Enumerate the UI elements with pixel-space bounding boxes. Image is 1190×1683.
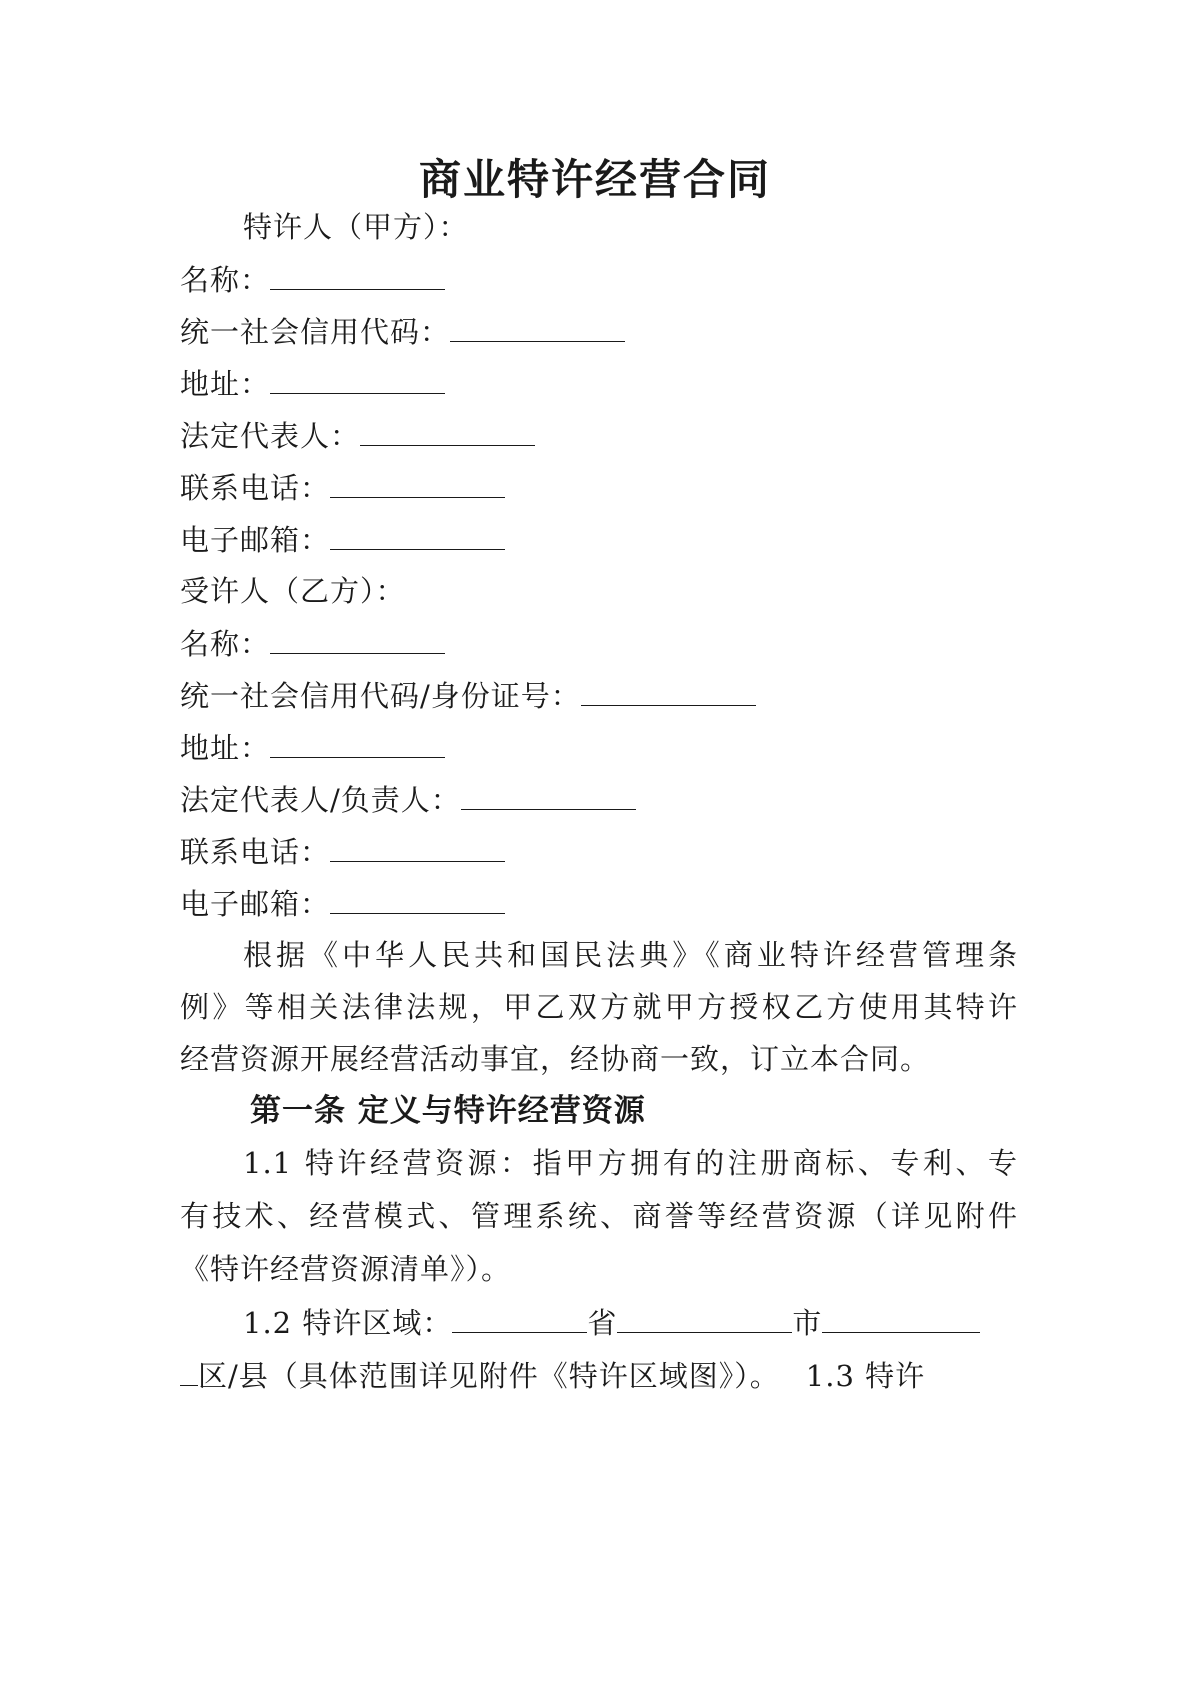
party-b-phone-blank [330, 831, 505, 862]
province-blank [452, 1302, 587, 1333]
party-b-address-blank [270, 727, 445, 758]
party-a-legal-rep-row [180, 415, 535, 456]
document-title: 商业特许经营合同 [418, 155, 771, 204]
clause-1-2-line-1 [243, 1302, 980, 1343]
party-a-phone-row [180, 467, 505, 508]
party-a-name-blank [270, 259, 445, 290]
party-a-credit-row [180, 311, 625, 352]
party-b-address-label: 地址： [180, 731, 271, 765]
district-label: 区/县（具体范围详见附件《特许区域图》）。 [198, 1359, 780, 1393]
clause-1-1-line-1: 1.1 特许经营资源：指甲方拥有的注册商标、专利、专 [243, 1146, 1018, 1180]
party-a-heading: 特许人（甲方）： [243, 210, 469, 244]
party-a-email-blank [330, 519, 505, 550]
party-b-legal-rep-row [180, 779, 636, 820]
preamble-line-1: 根据《中华人民共和国民法典》《商业特许经营管理条 [243, 938, 1018, 972]
party-b-legal-rep-blank [461, 779, 636, 810]
clause-1-2-line-2 [180, 1355, 925, 1396]
clause-1-1-line-3: 《特许经营资源清单》）。 [180, 1252, 512, 1286]
party-b-heading: 受许人（乙方）： [180, 574, 406, 608]
party-b-credit-row [180, 675, 756, 716]
party-a-credit-blank [450, 311, 625, 342]
article-1-heading: 第一条 定义与特许经营资源 [250, 1093, 646, 1129]
clause-1-3-start: 1.3 特许 [805, 1359, 926, 1393]
party-b-legal-rep-label: 法定代表人/负责人： [180, 783, 461, 817]
party-b-address-row [180, 727, 445, 768]
preamble-line-3: 经营资源开展经营活动事宜，经协商一致，订立本合同。 [180, 1042, 931, 1076]
party-b-phone-label: 联系电话： [180, 835, 331, 869]
party-b-email-blank [330, 883, 505, 914]
province-label: 省 [587, 1306, 618, 1340]
district-blank [822, 1302, 980, 1333]
party-b-name-label: 名称： [180, 627, 271, 661]
party-a-address-blank [270, 363, 445, 394]
party-b-credit-blank [581, 675, 756, 706]
clause-1-1-line-2: 有技术、经营模式、管理系统、商誉等经营资源（详见附件 [180, 1199, 1018, 1233]
party-b-email-row [180, 883, 505, 924]
party-a-address-row [180, 363, 445, 404]
party-a-phone-blank [330, 467, 505, 498]
party-a-phone-label: 联系电话： [180, 471, 331, 505]
party-b-name-blank [270, 623, 445, 654]
party-a-name-label: 名称： [180, 263, 271, 297]
party-a-email-label: 电子邮箱： [180, 523, 331, 557]
preamble-line-2: 例》等相关法律法规，甲乙双方就甲方授权乙方使用其特许 [180, 990, 1018, 1024]
party-a-email-row [180, 519, 505, 560]
party-b-email-label: 电子邮箱： [180, 887, 331, 921]
clause-1-2-prefix: 1.2 特许区域： [243, 1306, 453, 1340]
party-b-phone-row [180, 831, 505, 872]
party-a-legal-rep-label: 法定代表人： [180, 419, 361, 453]
party-a-address-label: 地址： [180, 367, 271, 401]
party-b-credit-label: 统一社会信用代码/身份证号： [180, 679, 581, 713]
district-blank-continued [180, 1355, 198, 1386]
city-blank [617, 1302, 792, 1333]
party-a-legal-rep-blank [360, 415, 535, 446]
party-b-name-row [180, 623, 445, 664]
party-a-name-row [180, 259, 445, 300]
city-label: 市 [792, 1306, 823, 1340]
party-a-credit-label: 统一社会信用代码： [180, 315, 451, 349]
